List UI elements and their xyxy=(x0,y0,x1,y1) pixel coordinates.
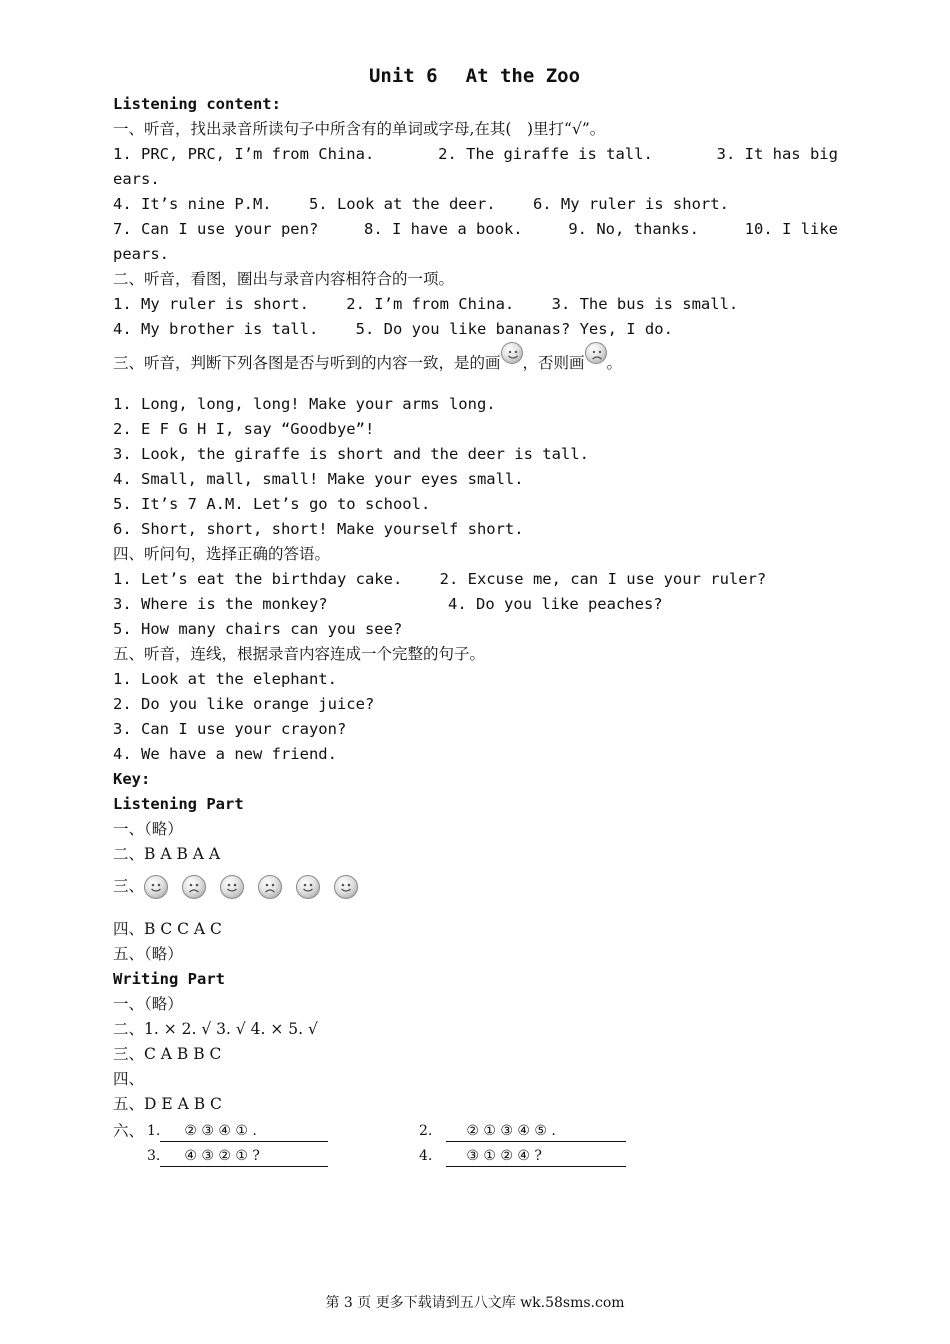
key-w6-answer-1: ② ③ ④ ① . xyxy=(160,1121,328,1142)
smile-face-icon xyxy=(501,342,523,364)
sec3-heading-c: 。 xyxy=(606,354,623,372)
key-w6-item-1 xyxy=(147,1121,328,1142)
key-w6-label: 六、 xyxy=(113,1122,145,1140)
key-w5: 五、D E A B C xyxy=(113,1095,222,1113)
frown-face-icon xyxy=(182,875,206,899)
frown-face-icon xyxy=(258,875,282,899)
key-w6-answer-2: ② ① ③ ④ ⑤ . xyxy=(446,1121,626,1142)
sec5-heading: 五、听音，连线，根据录音内容连成一个完整的句子。 xyxy=(113,645,486,663)
sec2-line-2 xyxy=(113,317,838,342)
sec4-item-2: 2. Excuse me, can I use your ruler? xyxy=(439,570,767,588)
sec1-item-5: 5. Look at the deer. xyxy=(308,195,496,213)
sec1-item-10: 10. I like xyxy=(744,220,838,238)
page-footer: 第 3 页 更多下载请到五八文库 wk.58sms.com xyxy=(325,1295,625,1311)
sec1-item-1: 1. PRC, PRC, I’m from China. xyxy=(113,145,375,163)
sec2-line-1 xyxy=(113,292,838,317)
sec1-line-3 xyxy=(113,192,838,217)
sec1-heading: 一、听音，找出录音所读句子中所含有的单词或字母,在其( )里打“√”。 xyxy=(113,120,606,138)
key-w2: 二、1. × 2. √ 3. √ 4. × 5. √ xyxy=(113,1020,318,1038)
key-w6-item-3 xyxy=(147,1146,328,1167)
key-l5: 五、（略） xyxy=(113,945,183,963)
key-w3: 三、C A B B C xyxy=(113,1045,222,1063)
sec1-line-1 xyxy=(113,142,838,167)
sec1-item-6: 6. My ruler is short. xyxy=(532,195,729,213)
key-w6-num-2: 2. xyxy=(419,1123,433,1139)
key-w4: 四、 xyxy=(113,1070,145,1088)
smile-face-icon xyxy=(220,875,244,899)
key-w6-num-3: 3. xyxy=(147,1148,161,1164)
sec4-line-2 xyxy=(113,592,838,617)
key-w6-item-2 xyxy=(419,1121,626,1142)
sec2-item-5: 5. Do you like bananas? Yes, I do. xyxy=(355,320,673,338)
listening-content-heading: Listening content: xyxy=(113,95,281,113)
sec3-item-4: 4. Small, mall, small! Make your eyes small. xyxy=(113,470,524,488)
key-heading: Key: xyxy=(113,770,151,788)
key-w6-answer-3: ④ ③ ② ① ? xyxy=(160,1146,328,1167)
title-unit: Unit 6 xyxy=(368,65,438,87)
sec4-item-1: 1. Let’s eat the birthday cake. xyxy=(113,570,403,588)
title-name: At the Zoo xyxy=(465,65,581,87)
sec1-item-3: 3. It has big xyxy=(716,145,838,163)
sec5-item-4: 4. We have a new friend. xyxy=(113,745,337,763)
sec5-item-2: 2. Do you like orange juice? xyxy=(113,695,375,713)
sec3-heading xyxy=(113,342,838,392)
sec1-line-2: ears. xyxy=(113,170,160,188)
sec4-line-1 xyxy=(113,567,838,592)
frown-face-icon xyxy=(585,342,607,364)
sec1-item-8: 8. I have a book. xyxy=(364,220,523,238)
smile-face-icon xyxy=(334,875,358,899)
sec4-item-3: 3. Where is the monkey? xyxy=(113,595,328,613)
key-w6-item-4 xyxy=(419,1146,626,1167)
key-l4: 四、B C C A C xyxy=(113,920,222,938)
sec1-line-4 xyxy=(113,217,838,242)
key-l3-faces xyxy=(144,877,372,895)
key-w6-num-1: 1. xyxy=(147,1123,161,1139)
sec5-item-3: 3. Can I use your crayon? xyxy=(113,720,347,738)
writing-part-heading: Writing Part xyxy=(113,970,225,988)
sec1-item-7: 7. Can I use your pen? xyxy=(113,220,319,238)
sec1-line-5: pears. xyxy=(113,245,169,263)
key-l2: 二、B A B A A xyxy=(113,845,221,863)
key-l3-label: 三、 xyxy=(113,877,145,895)
smile-face-icon xyxy=(296,875,320,899)
key-l3 xyxy=(113,867,838,905)
sec5-item-1: 1. Look at the elephant. xyxy=(113,670,337,688)
sec1-item-2: 2. The giraffe is tall. xyxy=(438,145,653,163)
sec4-line-3: 5. How many chairs can you see? xyxy=(113,620,403,638)
key-w6-answer-4: ③ ① ② ④ ? xyxy=(446,1146,626,1167)
key-w1: 一、（略） xyxy=(113,995,183,1013)
key-w6-num-4: 4. xyxy=(419,1148,433,1164)
sec3-item-5: 5. It’s 7 A.M. Let’s go to school. xyxy=(113,495,431,513)
sec1-item-4: 4. It’s nine P.M. xyxy=(113,195,272,213)
sec3-heading-a: 三、听音，判断下列各图是否与听到的内容一致，是的画 xyxy=(113,354,501,372)
sec2-item-3: 3. The bus is small. xyxy=(551,295,739,313)
key-l1: 一、（略） xyxy=(113,820,183,838)
sec1-item-9: 9. No, thanks. xyxy=(568,220,699,238)
key-w6 xyxy=(113,1117,838,1167)
sec2-item-2: 2. I’m from China. xyxy=(346,295,515,313)
sec3-heading-b: ，否则画 xyxy=(522,354,585,372)
listening-part-heading: Listening Part xyxy=(113,795,244,813)
sec3-item-1: 1. Long, long, long! Make your arms long. xyxy=(113,395,496,413)
sec4-heading: 四、听问句，选择正确的答语。 xyxy=(113,545,331,563)
sec2-item-4: 4. My brother is tall. xyxy=(113,320,319,338)
sec3-item-3: 3. Look, the giraffe is short and the deer is tall. xyxy=(113,445,589,463)
page-title xyxy=(111,60,838,92)
sec3-item-2: 2. E F G H I, say “Goodbye”! xyxy=(113,420,375,438)
smile-face-icon xyxy=(144,875,168,899)
sec2-item-1: 1. My ruler is short. xyxy=(113,295,309,313)
sec4-item-4: 4. Do you like peaches? xyxy=(448,595,663,613)
sec3-item-6: 6. Short, short, short! Make yourself short. xyxy=(113,520,524,538)
sec2-heading: 二、听音，看图，圈出与录音内容相符合的一项。 xyxy=(113,270,455,288)
